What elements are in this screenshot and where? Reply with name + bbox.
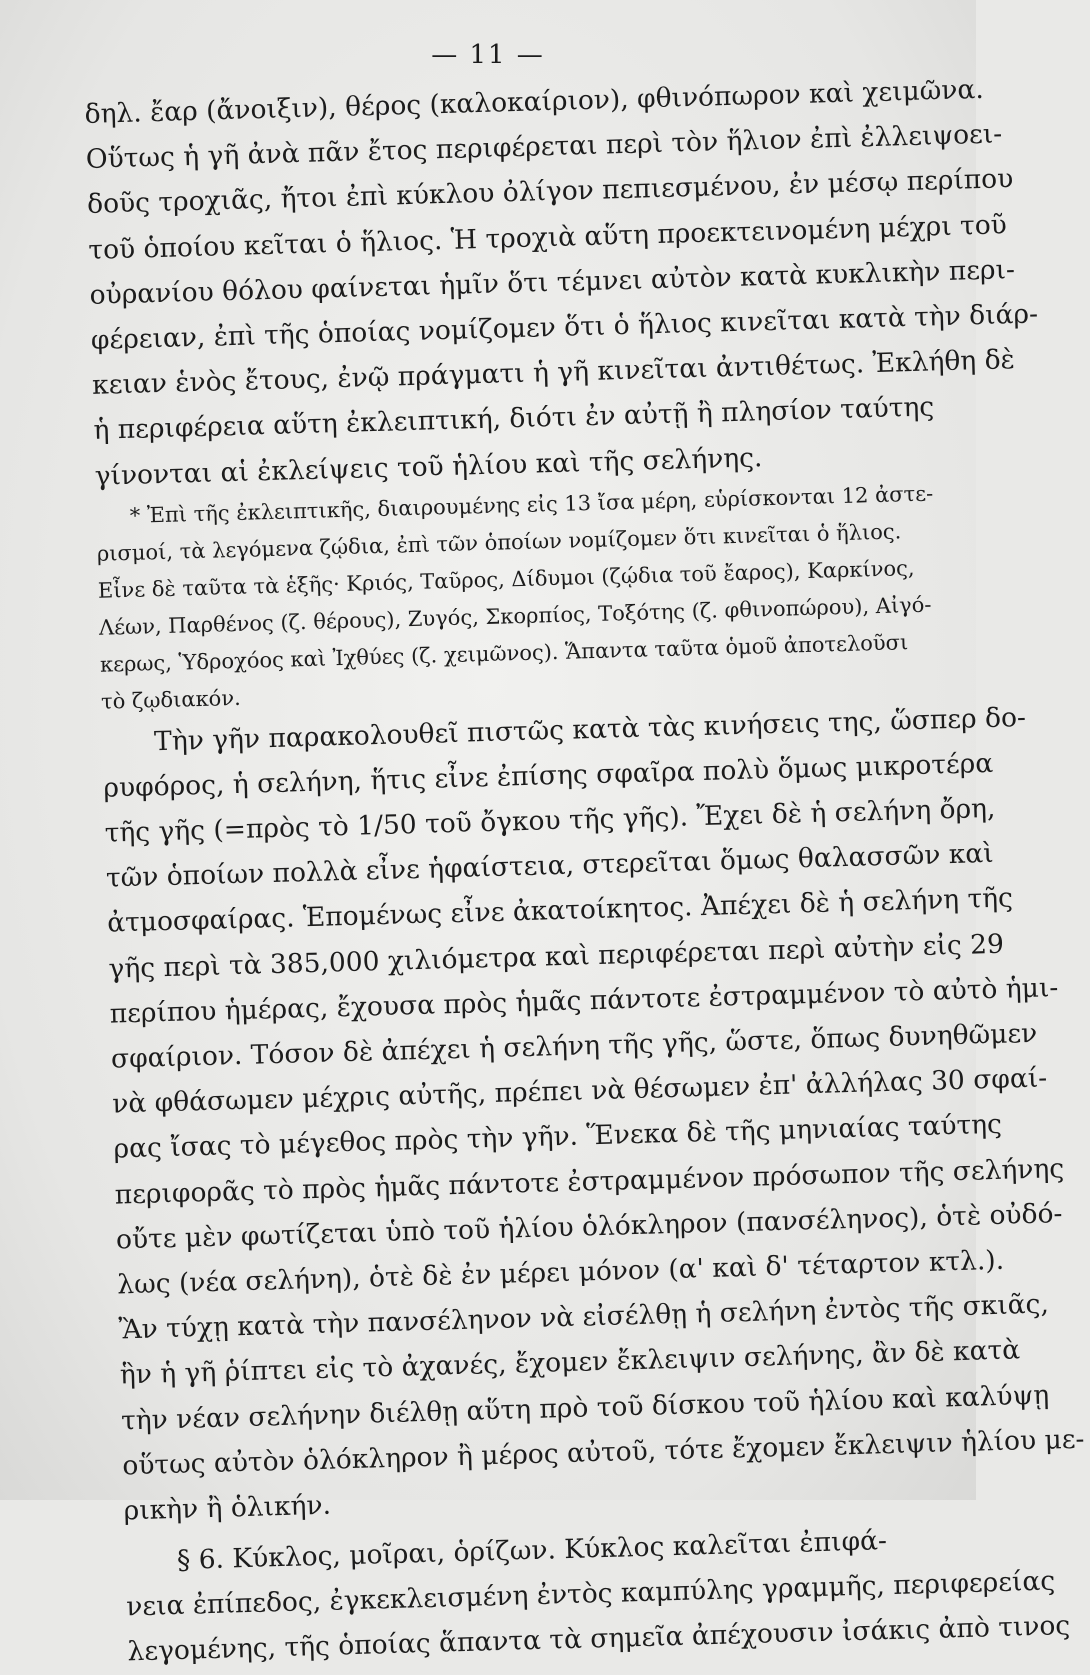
text-line: σφαίριον. Τόσον δὲ ἀπέχει ἡ σελήνη τῆς γῆς, ὥστε, ὅπως δυνηθῶμεν [110,1017,1038,1075]
text-line: γῆς περὶ τὰ 385,000 χιλιόμετρα καὶ περιφέρεται περὶ αὐτὴν εἰς 29 [108,928,1005,985]
text-line: ρας ἴσας τὸ μέγεθος πρὸς τὴν γῆν. Ἕνεκα δὲ τῆς μηνιαίας ταύτης [113,1109,1003,1165]
footnote-line: ρισμοί, τὰ λεγόμενα ζῴδια, ἐπὶ τῶν ὁποίων νομίζομεν ὅτι κινεῖται ὁ ἥλιος. [96,519,902,566]
text-line: ρυφόρος, ἡ σελήνη, ἥτις εἶνε ἐπίσης σφαῖρα πολὺ ὅμως μικροτέρα [103,747,994,804]
text-line: νὰ φθάσωμεν μέχρις αὐτῆς, πρέπει νὰ θέσωμεν ἐπ' ἀλλήλας 30 σφαί- [111,1062,1048,1120]
footnote-line: Εἶνε δὲ ταῦτα τὰ ἑξῆς· Κριός, Ταῦρος, Δίδυμοι (ζῴδια τοῦ ἔαρος), Καρκίνος, [97,555,915,603]
text-line: οὔτε μὲν φωτίζεται ὑπὸ τοῦ ἡλίου ὁλόκληρον (πανσέληνος), ὁτὲ οὐδό- [115,1197,1063,1256]
text-line: Οὕτως ἡ γῆ ἀνὰ πᾶν ἔτος περιφέρεται περὶ τὸν ἥλιον ἐπὶ ἐλλειψοει- [85,118,1003,176]
text-line: νεια ἐπίπεδος, ἐγκεκλεισμένη ἐντὸς καμπύλης γραμμῆς, περιφερείας [125,1565,1056,1623]
text-line: οὕτως αὐτὸν ὁλόκληρον ἢ μέρος αὐτοῦ, τότε ἔχομεν ἔκλειψιν ἡλίου με- [121,1423,1085,1482]
text-line: λεγομένης, τῆς ὁποίας ἅπαντα τὰ σημεῖα ἀπέχουσιν ἰσάκις ἀπὸ τινος [127,1610,1071,1668]
text-line: οὐρανίου θόλου φαίνεται ἡμῖν ὅτι τέμνει αὐτὸν κατὰ κυκλικὴν περι- [89,253,1016,311]
footnote-line: τὸ ζῳδιακόν. [100,685,242,714]
text-line: Τὴν γῆν παρακολουθεῖ πιστῶς κατὰ τὰς κινήσεις της, ὥσπερ δο- [153,701,1027,757]
footnote-line: κερως, Ὑδροχόος καὶ Ἰχθύες (ζ. χειμῶνος). Ἅπαντα ταῦτα ὁμοῦ ἀποτελοῦσι [99,629,909,677]
body-text [84,68,1085,1675]
footnote-line: Λέων, Παρθένος (ζ. θέρους), Ζυγός, Σκορπίος, Τοξότης (ζ. φθινοπώρου), Αἰγό- [98,592,932,640]
text-line: γίνονται αἱ ἐκλείψεις τοῦ ἡλίου καὶ τῆς σελήνης. [94,441,763,492]
text-line: τῶν ὁποίων πολλὰ εἶνε ἡφαίστεια, στερεῖται ὅμως θαλασσῶν καὶ [105,838,995,894]
text-line: ἣν ἡ γῆ ῥίπτει εἰς τὸ ἀχανές, ἔχομεν ἔκλειψιν σελήνης, ἂν δὲ κατὰ [119,1334,1021,1391]
text-line: τοῦ ὁποίου κεῖται ὁ ἥλιος. Ἡ τροχιὰ αὕτη προεκτεινομένη μέχρι τοῦ [87,208,1008,266]
text-line: δοῦς τροχιᾶς, ἤτοι ἐπὶ κύκλου ὀλίγον πεπιεσμένου, ἐν μέσῳ περίπου [86,163,1014,221]
text-line: ρικὴν ἢ ὁλικήν. [123,1489,332,1527]
text-line: τὴν νέαν σελήνην διέλθῃ αὕτη πρὸ τοῦ δίσκου τοῦ ἡλίου καὶ καλύψῃ [120,1379,1050,1436]
text-line: ἀτμοσφαίρας. Ἑπομένως εἶνε ἀκατοίκητος. Ἀπέχει δὲ ἡ σελήνη τῆς [106,882,1014,940]
text-line: περιφορᾶς τὸ πρὸς ἡμᾶς πάντοτε ἐστραμμένον πρόσωπον τῆς σελήνης [114,1152,1065,1211]
text-line: λως (νέα σελήνη), ὁτὲ δὲ ἐν μέρει μόνον (α' καὶ δ' τέταρτον κτλ.). [116,1244,1005,1301]
footnote-line: * Ἐπὶ τῆς ἐκλειπτικῆς, διαιρουμένης εἰς 13 ἴσα μέρη, εὑρίσκονται 12 ἀστε- [129,481,934,528]
text-line: Ἂν τύχῃ κατὰ τὴν πανσέληνον νὰ εἰσέλθῃ ἡ σελήνη ἐντὸς τῆς σκιᾶς, [118,1288,1050,1346]
text-line: περίπου ἡμέρας, ἔχουσα πρὸς ἡμᾶς πάντοτε ἐστραμμένον τὸ αὐτὸ ἡμι- [109,971,1059,1030]
text-line: φέρειαν, ἐπὶ τῆς ὁποίας νομίζομεν ὅτι ὁ ἥλιος κινεῖται κατὰ τὴν διάρ- [90,298,1039,356]
text-line: κειαν ἑνὸς ἔτους, ἐνῷ πράγματι ἡ γῆ κινεῖται ἀντιθέτως. Ἐκλήθη δὲ [91,344,1016,402]
page-number: — 11 — [431,40,545,70]
text-line: ἡ περιφέρεια αὕτη ἐκλειπτική, διότι ἐν αὐτῇ ἢ πλησίον ταύτης [93,391,935,447]
section-heading-line: § 6. Κύκλος, μοῖραι, ὁρίζων. Κύκλος καλεῖται ἐπιφά- [176,1525,888,1577]
text-line: τῆς γῆς (=πρὸς τὸ 1/50 τοῦ ὄγκου τῆς γῆς). Ἔχει δὲ ἡ σελήνη ὄρη, [104,792,996,849]
text-line: δηλ. ἔαρ (ἄνοιξιν), θέρος (καλοκαίριον), φθινόπωρον καὶ χειμῶνα. [84,73,985,130]
